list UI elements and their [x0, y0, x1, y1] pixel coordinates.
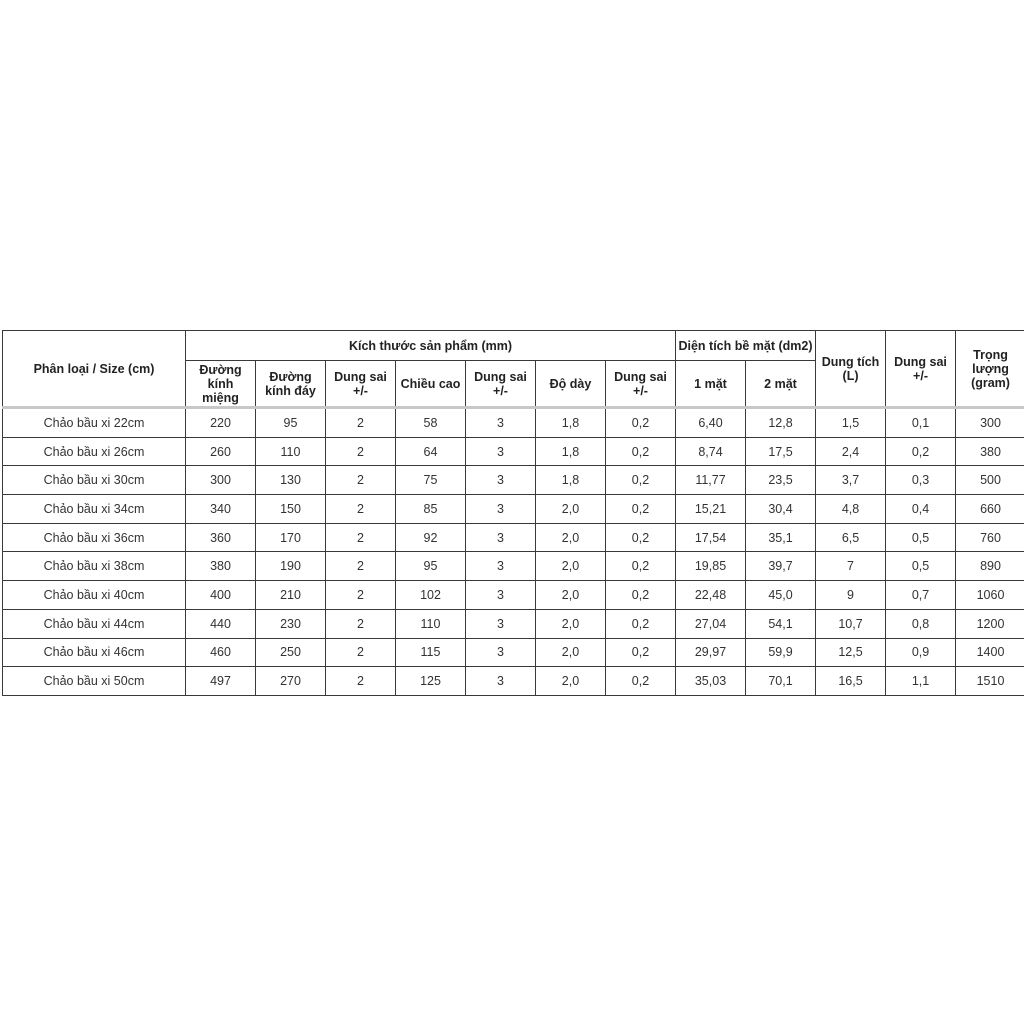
cell-tolerance-3: 0,2: [606, 552, 676, 581]
cell-area-two-sides: 54,1: [746, 609, 816, 638]
cell-tolerance-2: 3: [466, 408, 536, 438]
table-body: [3, 408, 1024, 696]
cell-bottom-diameter: 270: [256, 667, 326, 696]
header-product-dims: Kích thước sản phẩm (mm): [186, 331, 676, 361]
cell-size: Chảo bầu xi 46cm: [3, 638, 186, 667]
cell-tolerance-1: 2: [326, 609, 396, 638]
cell-height: 102: [396, 581, 466, 610]
cell-height: 92: [396, 523, 466, 552]
header-capacity-tolerance: Dung sai +/-: [886, 331, 956, 408]
cell-mouth-diameter: 220: [186, 408, 256, 438]
table-row: [3, 609, 1024, 638]
cell-mouth-diameter: 400: [186, 581, 256, 610]
cell-area-two-sides: 23,5: [746, 466, 816, 495]
cell-weight: 760: [956, 523, 1024, 552]
cell-size: Chảo bầu xi 26cm: [3, 437, 186, 466]
table-row: [3, 466, 1024, 495]
cell-size: Chảo bầu xi 22cm: [3, 408, 186, 438]
cell-thickness: 1,8: [536, 408, 606, 438]
header-row-1: [3, 331, 1024, 361]
cell-tolerance-2: 3: [466, 552, 536, 581]
cell-tolerance-1: 2: [326, 495, 396, 524]
cell-size: Chảo bầu xi 50cm: [3, 667, 186, 696]
cell-weight: 500: [956, 466, 1024, 495]
cell-tolerance-1: 2: [326, 408, 396, 438]
cell-capacity: 2,4: [816, 437, 886, 466]
cell-tolerance-1: 2: [326, 552, 396, 581]
header-tolerance-1: Dung sai +/-: [326, 361, 396, 408]
cell-area-one-side: 22,48: [676, 581, 746, 610]
cell-area-one-side: 27,04: [676, 609, 746, 638]
header-tolerance-2: Dung sai +/-: [466, 361, 536, 408]
cell-area-one-side: 19,85: [676, 552, 746, 581]
cell-bottom-diameter: 130: [256, 466, 326, 495]
cell-tolerance-3: 0,2: [606, 408, 676, 438]
header-tolerance-3: Dung sai +/-: [606, 361, 676, 408]
cell-mouth-diameter: 460: [186, 638, 256, 667]
cell-capacity-tolerance: 0,5: [886, 552, 956, 581]
cell-area-two-sides: 30,4: [746, 495, 816, 524]
table-row: [3, 638, 1024, 667]
cell-tolerance-3: 0,2: [606, 667, 676, 696]
cell-area-two-sides: 17,5: [746, 437, 816, 466]
cell-area-one-side: 35,03: [676, 667, 746, 696]
cell-weight: 1060: [956, 581, 1024, 610]
header-bottom-diameter: Đường kính đáy: [256, 361, 326, 408]
cell-tolerance-1: 2: [326, 523, 396, 552]
cell-area-one-side: 29,97: [676, 638, 746, 667]
cell-mouth-diameter: 497: [186, 667, 256, 696]
cell-tolerance-2: 3: [466, 495, 536, 524]
cell-height: 85: [396, 495, 466, 524]
cell-capacity: 9: [816, 581, 886, 610]
cell-mouth-diameter: 360: [186, 523, 256, 552]
cell-tolerance-2: 3: [466, 523, 536, 552]
table-row: [3, 581, 1024, 610]
cell-mouth-diameter: 440: [186, 609, 256, 638]
cell-weight: 660: [956, 495, 1024, 524]
cell-area-two-sides: 12,8: [746, 408, 816, 438]
cell-tolerance-2: 3: [466, 609, 536, 638]
spec-table: [2, 330, 1024, 696]
header-thickness: Độ dày: [536, 361, 606, 408]
header-weight: Trọng lượng (gram): [956, 331, 1024, 408]
table-row: [3, 408, 1024, 438]
cell-tolerance-3: 0,2: [606, 638, 676, 667]
cell-bottom-diameter: 170: [256, 523, 326, 552]
cell-area-one-side: 17,54: [676, 523, 746, 552]
cell-tolerance-3: 0,2: [606, 495, 676, 524]
cell-capacity: 3,7: [816, 466, 886, 495]
cell-capacity: 7: [816, 552, 886, 581]
cell-capacity: 4,8: [816, 495, 886, 524]
cell-size: Chảo bầu xi 30cm: [3, 466, 186, 495]
cell-size: Chảo bầu xi 34cm: [3, 495, 186, 524]
cell-tolerance-3: 0,2: [606, 609, 676, 638]
cell-thickness: 2,0: [536, 667, 606, 696]
header-capacity: Dung tích (L): [816, 331, 886, 408]
cell-tolerance-2: 3: [466, 638, 536, 667]
cell-tolerance-1: 2: [326, 437, 396, 466]
cell-weight: 300: [956, 408, 1024, 438]
cell-height: 115: [396, 638, 466, 667]
cell-tolerance-1: 2: [326, 466, 396, 495]
cell-mouth-diameter: 340: [186, 495, 256, 524]
cell-weight: 1510: [956, 667, 1024, 696]
cell-mouth-diameter: 300: [186, 466, 256, 495]
cell-capacity: 6,5: [816, 523, 886, 552]
cell-mouth-diameter: 380: [186, 552, 256, 581]
cell-area-one-side: 6,40: [676, 408, 746, 438]
cell-tolerance-3: 0,2: [606, 437, 676, 466]
table-row: [3, 437, 1024, 466]
cell-capacity-tolerance: 0,9: [886, 638, 956, 667]
cell-thickness: 2,0: [536, 609, 606, 638]
cell-tolerance-3: 0,2: [606, 466, 676, 495]
cell-size: Chảo bầu xi 36cm: [3, 523, 186, 552]
cell-height: 110: [396, 609, 466, 638]
cell-height: 95: [396, 552, 466, 581]
cell-weight: 1200: [956, 609, 1024, 638]
cell-size: Chảo bầu xi 38cm: [3, 552, 186, 581]
cell-thickness: 1,8: [536, 437, 606, 466]
cell-capacity: 1,5: [816, 408, 886, 438]
header-two-sides: 2 mặt: [746, 361, 816, 408]
cell-thickness: 1,8: [536, 466, 606, 495]
cell-capacity: 16,5: [816, 667, 886, 696]
cell-capacity-tolerance: 0,7: [886, 581, 956, 610]
table-row: [3, 495, 1024, 524]
cell-capacity-tolerance: 0,1: [886, 408, 956, 438]
cell-area-two-sides: 70,1: [746, 667, 816, 696]
cell-tolerance-1: 2: [326, 638, 396, 667]
cell-height: 75: [396, 466, 466, 495]
cell-capacity-tolerance: 0,8: [886, 609, 956, 638]
cell-capacity-tolerance: 0,2: [886, 437, 956, 466]
table-header: [3, 331, 1024, 408]
cell-bottom-diameter: 230: [256, 609, 326, 638]
cell-height: 64: [396, 437, 466, 466]
header-surface-area: Diện tích bề mặt (dm2): [676, 331, 816, 361]
cell-bottom-diameter: 150: [256, 495, 326, 524]
cell-tolerance-1: 2: [326, 581, 396, 610]
cell-size: Chảo bầu xi 40cm: [3, 581, 186, 610]
header-height: Chiều cao: [396, 361, 466, 408]
table-row: [3, 667, 1024, 696]
cell-area-one-side: 11,77: [676, 466, 746, 495]
cell-tolerance-2: 3: [466, 581, 536, 610]
cell-area-two-sides: 39,7: [746, 552, 816, 581]
cell-height: 58: [396, 408, 466, 438]
cell-tolerance-2: 3: [466, 437, 536, 466]
cell-tolerance-3: 0,2: [606, 581, 676, 610]
cell-thickness: 2,0: [536, 638, 606, 667]
cell-area-one-side: 15,21: [676, 495, 746, 524]
cell-tolerance-2: 3: [466, 466, 536, 495]
header-one-side: 1 mặt: [676, 361, 746, 408]
cell-area-two-sides: 45,0: [746, 581, 816, 610]
cell-capacity-tolerance: 1,1: [886, 667, 956, 696]
cell-size: Chảo bầu xi 44cm: [3, 609, 186, 638]
cell-bottom-diameter: 95: [256, 408, 326, 438]
cell-capacity-tolerance: 0,4: [886, 495, 956, 524]
cell-tolerance-3: 0,2: [606, 523, 676, 552]
cell-tolerance-1: 2: [326, 667, 396, 696]
cell-capacity: 10,7: [816, 609, 886, 638]
table-row: [3, 523, 1024, 552]
cell-thickness: 2,0: [536, 581, 606, 610]
cell-weight: 890: [956, 552, 1024, 581]
cell-height: 125: [396, 667, 466, 696]
cell-weight: 380: [956, 437, 1024, 466]
cell-area-one-side: 8,74: [676, 437, 746, 466]
cell-weight: 1400: [956, 638, 1024, 667]
cell-bottom-diameter: 250: [256, 638, 326, 667]
cell-capacity-tolerance: 0,5: [886, 523, 956, 552]
cell-thickness: 2,0: [536, 523, 606, 552]
cell-mouth-diameter: 260: [186, 437, 256, 466]
cell-tolerance-2: 3: [466, 667, 536, 696]
table-row: [3, 552, 1024, 581]
cell-thickness: 2,0: [536, 495, 606, 524]
cell-thickness: 2,0: [536, 552, 606, 581]
cell-area-two-sides: 35,1: [746, 523, 816, 552]
cell-bottom-diameter: 110: [256, 437, 326, 466]
cell-capacity: 12,5: [816, 638, 886, 667]
cell-bottom-diameter: 190: [256, 552, 326, 581]
cell-capacity-tolerance: 0,3: [886, 466, 956, 495]
header-size: Phân loại / Size (cm): [3, 331, 186, 408]
header-mouth-diameter: Đường kính miệng: [186, 361, 256, 408]
cell-area-two-sides: 59,9: [746, 638, 816, 667]
cell-bottom-diameter: 210: [256, 581, 326, 610]
